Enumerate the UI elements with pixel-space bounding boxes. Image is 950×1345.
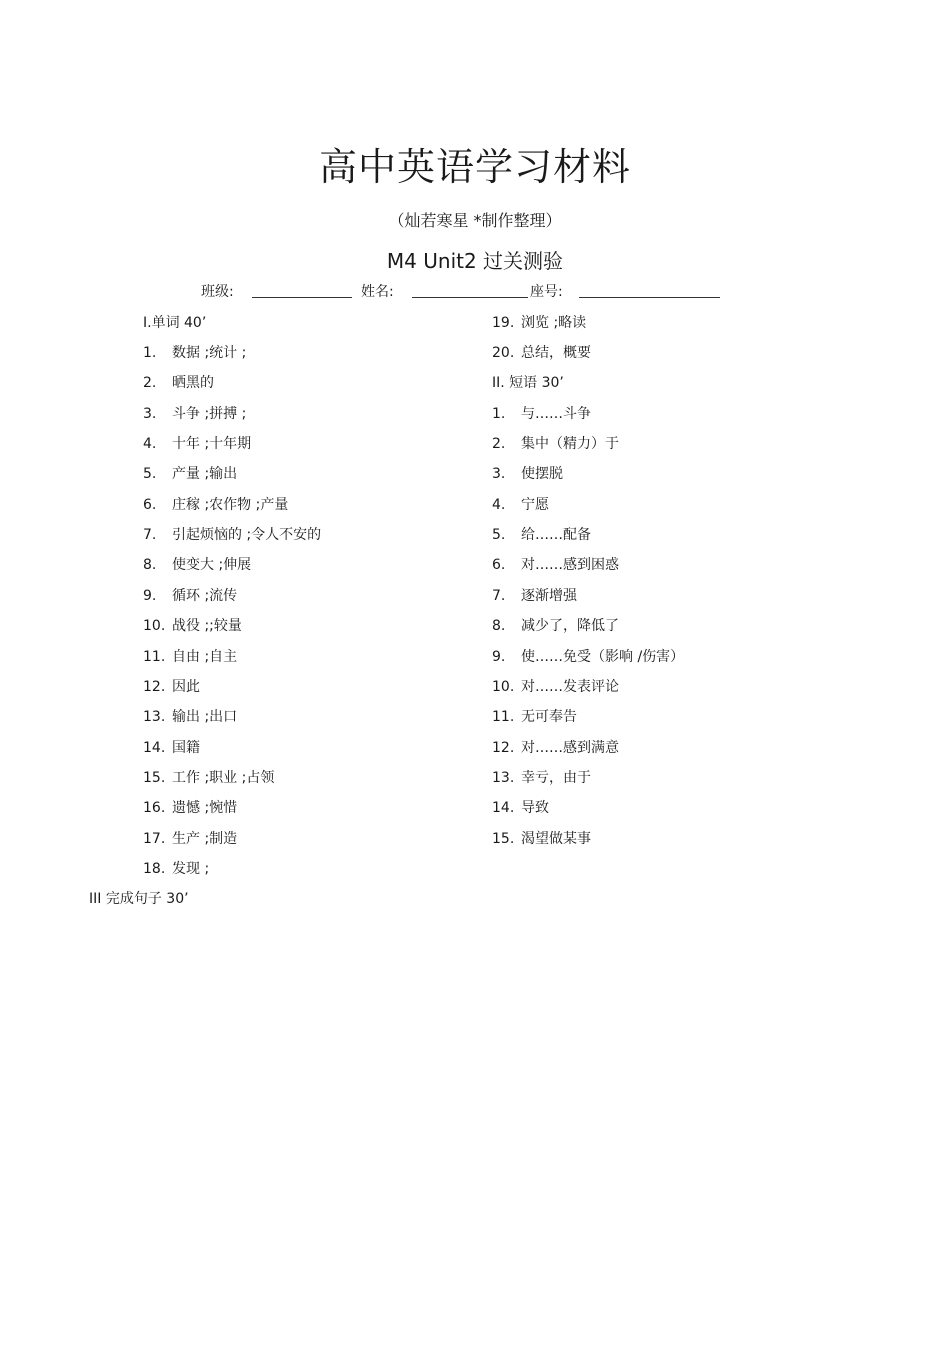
item-number: 1. xyxy=(143,345,157,361)
item-text: 减少了，降低了 xyxy=(521,618,619,634)
item-text: 因此 xyxy=(172,679,200,695)
item-number: 7. xyxy=(492,588,506,604)
vocab-item xyxy=(143,708,237,726)
seat-blank xyxy=(579,297,720,298)
seat-label: 座号: xyxy=(530,284,563,300)
phrase-item xyxy=(492,708,577,726)
item-number: 11. xyxy=(492,709,515,725)
vocab-item xyxy=(143,496,288,514)
vocab-item xyxy=(143,587,237,605)
item-number: 3. xyxy=(143,406,157,422)
item-number: 12. xyxy=(492,740,515,756)
vocab-item xyxy=(143,769,274,787)
phrase-item xyxy=(492,799,549,817)
page-title: 高中英语学习材料 xyxy=(318,145,631,189)
item-text: 对……感到满意 xyxy=(521,740,619,756)
item-number: 4. xyxy=(143,436,157,452)
item-number: 10. xyxy=(492,679,515,695)
phrase-item xyxy=(492,405,591,423)
item-text: 逐渐增强 xyxy=(521,588,577,604)
class-blank xyxy=(252,297,352,298)
item-number: 16. xyxy=(143,800,166,816)
vocab-item xyxy=(143,556,251,574)
item-number: 10. xyxy=(143,618,166,634)
item-number: 5. xyxy=(143,466,157,482)
item-text: 生产 ;制造 xyxy=(172,831,238,847)
item-number: 13. xyxy=(492,770,515,786)
section-1-heading: I.单词 40’ xyxy=(143,315,207,331)
item-text: 遗憾 ;惋惜 xyxy=(172,800,238,816)
item-text: 宁愿 xyxy=(521,497,549,513)
item-number: 6. xyxy=(492,557,506,573)
item-number: 5. xyxy=(492,527,506,543)
item-text: 对……发表评论 xyxy=(521,679,619,695)
item-text: 晒黑的 xyxy=(172,375,214,391)
vocab-item xyxy=(143,526,321,544)
phrase-item xyxy=(492,526,591,544)
phrase-item xyxy=(492,769,591,787)
item-number: 14. xyxy=(143,740,166,756)
unit-title: M4 Unit2 过关测验 xyxy=(386,249,564,273)
item-text: 输出 ;出口 xyxy=(172,709,238,725)
vocab-item xyxy=(143,860,209,878)
vocab-item xyxy=(143,374,214,392)
item-text: 使变大 ;伸展 xyxy=(172,557,252,573)
item-number: 11. xyxy=(143,649,166,665)
item-text: 数据 ;统计 ; xyxy=(172,345,247,361)
phrase-item xyxy=(492,678,619,696)
vocab-item xyxy=(492,344,591,362)
item-number: 8. xyxy=(143,557,157,573)
item-text: 与……斗争 xyxy=(521,406,591,422)
item-text: 战役 ;;较量 xyxy=(172,618,242,634)
item-text: 幸亏，由于 xyxy=(521,770,591,786)
vocab-item xyxy=(143,739,200,757)
item-number: 12. xyxy=(143,679,166,695)
class-label: 班级: xyxy=(201,284,234,300)
vocab-item xyxy=(143,799,237,817)
item-number: 20. xyxy=(492,345,515,361)
item-number: 15. xyxy=(143,770,166,786)
item-text: 国籍 xyxy=(172,740,200,756)
item-text: 工作 ;职业 ;占领 xyxy=(172,770,275,786)
item-text: 斗争 ;拼搏 ; xyxy=(172,406,247,422)
item-text: 使摆脱 xyxy=(521,466,563,482)
phrase-item xyxy=(492,648,684,666)
item-number: 8. xyxy=(492,618,506,634)
item-text: 总结，概要 xyxy=(521,345,591,361)
vocab-item xyxy=(143,648,237,666)
phrase-item xyxy=(492,830,591,848)
item-number: 15. xyxy=(492,831,515,847)
vocab-item xyxy=(143,617,242,635)
section-3-heading: III 完成句子 30’ xyxy=(89,891,189,907)
item-text: 自由 ;自主 xyxy=(172,649,238,665)
phrase-item xyxy=(492,587,577,605)
vocab-item xyxy=(143,830,237,848)
vocab-item xyxy=(143,435,251,453)
item-number: 9. xyxy=(143,588,157,604)
item-text: 渴望做某事 xyxy=(521,831,591,847)
item-text: 给……配备 xyxy=(521,527,591,543)
vocab-item xyxy=(492,314,586,332)
item-text: 引起烦恼的 ;令人不安的 xyxy=(172,527,322,543)
vocab-item xyxy=(143,405,246,423)
item-text: 使……免受（影响 /伤害） xyxy=(521,649,685,665)
item-number: 7. xyxy=(143,527,157,543)
page-subtitle: （灿若寒星 *制作整理） xyxy=(388,211,562,230)
item-number: 14. xyxy=(492,800,515,816)
item-text: 发现 ; xyxy=(172,861,210,877)
phrase-item xyxy=(492,496,549,514)
section-2-heading: II. 短语 30’ xyxy=(492,375,564,391)
item-number: 2. xyxy=(143,375,157,391)
phrase-item xyxy=(492,739,619,757)
item-text: 产量 ;输出 xyxy=(172,466,238,482)
vocab-item xyxy=(143,344,246,362)
item-text: 无可奉告 xyxy=(521,709,577,725)
item-text: 循环 ;流传 xyxy=(172,588,238,604)
name-blank xyxy=(412,297,528,298)
phrase-item xyxy=(492,465,563,483)
item-number: 3. xyxy=(492,466,506,482)
phrase-item xyxy=(492,435,619,453)
item-number: 19. xyxy=(492,315,515,331)
name-label: 姓名: xyxy=(361,284,394,300)
item-text: 导致 xyxy=(521,800,549,816)
item-number: 9. xyxy=(492,649,506,665)
item-text: 对……感到困惑 xyxy=(521,557,619,573)
phrase-item xyxy=(492,617,619,635)
item-number: 4. xyxy=(492,497,506,513)
vocab-item xyxy=(143,465,237,483)
item-text: 浏览 ;略读 xyxy=(521,315,587,331)
item-number: 2. xyxy=(492,436,506,452)
item-text: 庄稼 ;农作物 ;产量 xyxy=(172,497,289,513)
phrase-item xyxy=(492,556,619,574)
item-number: 17. xyxy=(143,831,166,847)
vocab-item xyxy=(143,678,200,696)
item-text: 集中（精力）于 xyxy=(521,436,619,452)
item-number: 6. xyxy=(143,497,157,513)
item-text: 十年 ;十年期 xyxy=(172,436,252,452)
item-number: 13. xyxy=(143,709,166,725)
item-number: 1. xyxy=(492,406,506,422)
item-number: 18. xyxy=(143,861,166,877)
